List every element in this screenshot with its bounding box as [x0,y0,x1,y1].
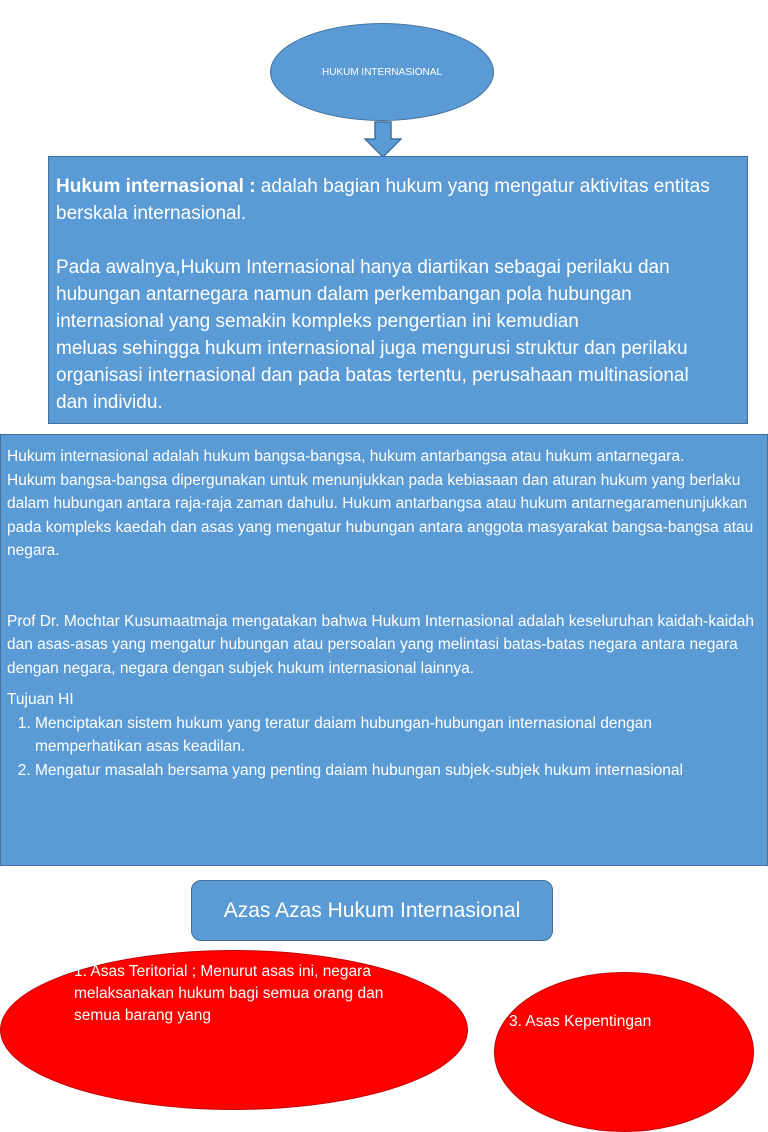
paragraph-line: dan individu. [56,392,163,413]
definition-paragraph [56,254,741,416]
asas-kepentingan-node [494,972,754,1132]
paragraph-line: Pada awalnya,Hukum Internasional hanya diartikan sebagai perilaku dan [56,257,670,278]
asas-teritorial-text: 1. Asas Teritorial ; Menurut asas ini, negara melaksanakan hukum bagi semua orang dan semua barang yang [74,963,384,1024]
down-arrow-connector [364,121,402,158]
detail-paragraph-3: Prof Dr. Mochtar Kusumaatmaja mengatakan bahwa Hukum Internasional adalah keseluruhan kaidah-kaidah dan asas-asas yang mengatur hubungan atau persoalan yang melintasi batas-batas negara antara negara dengan negara, negara dengan subjek hukum internasional lainnya. [7,612,755,677]
paragraph-line: organisasi internasional dan pada batas tertentu, perusahaan multinasional [56,365,689,386]
azas-title-box [191,880,553,941]
hukum-internasional-node [270,23,494,121]
asas-teritorial-node [0,950,468,1110]
definition-body: adalah bagian hukum yang mengatur aktivitas entitas berskala internasional. [56,176,710,224]
detail-paragraph-1: Hukum internasional adalah hukum bangsa-bangsa, hukum antarbangsa atau hukum antarnegara. [7,448,685,465]
detail-paragraph-2: Hukum bangsa-bangsa dipergunakan untuk menunjukkan pada kebiasaan dan aturan hukum yang berlaku dalam hubungan antara raja-raja zaman dahulu. Hukum antarbangsa atau hukum antarnegaramenunjukkan pada kompleks kaedah dan asas yang mengatur hubungan antara anggota masyarakat bangsa-bangsa atau negara. [7,471,754,559]
paragraph-line: meluas sehingga hukum internasional juga mengurusi struktur dan perilaku [56,338,688,359]
tujuan-item: 1. Menciptakan sistem hukum yang teratur daiam hubungan-hubungan internasional dengan memperhatikan asas keadilan. [35,712,763,759]
asas-kepentingan-text: 3. Asas Kepentingan [509,1013,652,1030]
tujuan-title: Tujuan HI [7,691,74,708]
tujuan-list [7,712,763,783]
definition-box [48,156,748,424]
tujuan-item: 2. Mengatur masalah bersama yang penting daiam hubungan subjek-subjek hukum internasional [35,759,763,783]
azas-title: Azas Azas Hukum Internasional [223,898,521,922]
definition-text [56,173,741,227]
hukum-internasional-label: HUKUM INTERNASIONAL [321,66,442,78]
paragraph-line: internasional yang semakin kompleks pengertian ini kemudian [56,311,579,332]
paragraph-line: hubungan antarnegara namun dalam perkembangan pola hubungan [56,284,632,305]
detail-box [0,434,768,866]
definition-term: Hukum internasional : [56,176,256,197]
